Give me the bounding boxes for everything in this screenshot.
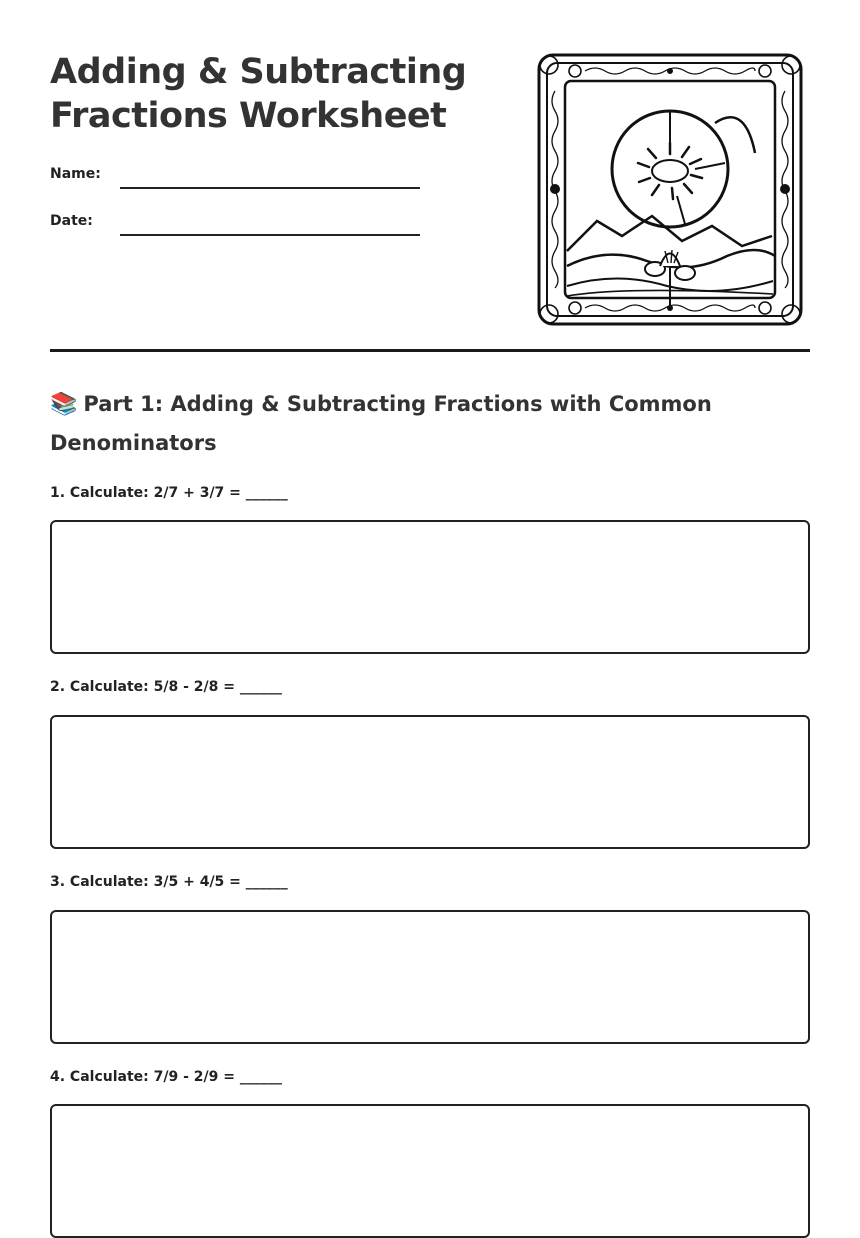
- question-3: 3. Calculate: 3/5 + 4/5 = ______: [50, 874, 288, 890]
- answer-box-4[interactable]: [50, 1104, 810, 1238]
- answer-box-2[interactable]: [50, 715, 810, 849]
- date-input-line[interactable]: [120, 234, 420, 236]
- header-divider: [50, 349, 810, 352]
- section-title: [50, 385, 750, 462]
- date-label: Date:: [50, 213, 93, 229]
- kiwi-illustration: [535, 51, 805, 328]
- question-1: 1. Calculate: 2/7 + 3/7 = ______: [50, 485, 288, 501]
- name-label: Name:: [50, 166, 101, 182]
- answer-box-1[interactable]: [50, 520, 810, 654]
- books-icon: 📚: [50, 392, 78, 417]
- section-title-text: Part 1: Adding & Subtracting Fractions with Common Denominators: [50, 392, 712, 455]
- worksheet-title: Adding & Subtracting Fractions Worksheet: [50, 52, 467, 136]
- answer-box-3[interactable]: [50, 910, 810, 1044]
- question-2: 2. Calculate: 5/8 - 2/8 = ______: [50, 679, 282, 695]
- name-input-line[interactable]: [120, 187, 420, 189]
- question-4: 4. Calculate: 7/9 - 2/9 = ______: [50, 1069, 282, 1085]
